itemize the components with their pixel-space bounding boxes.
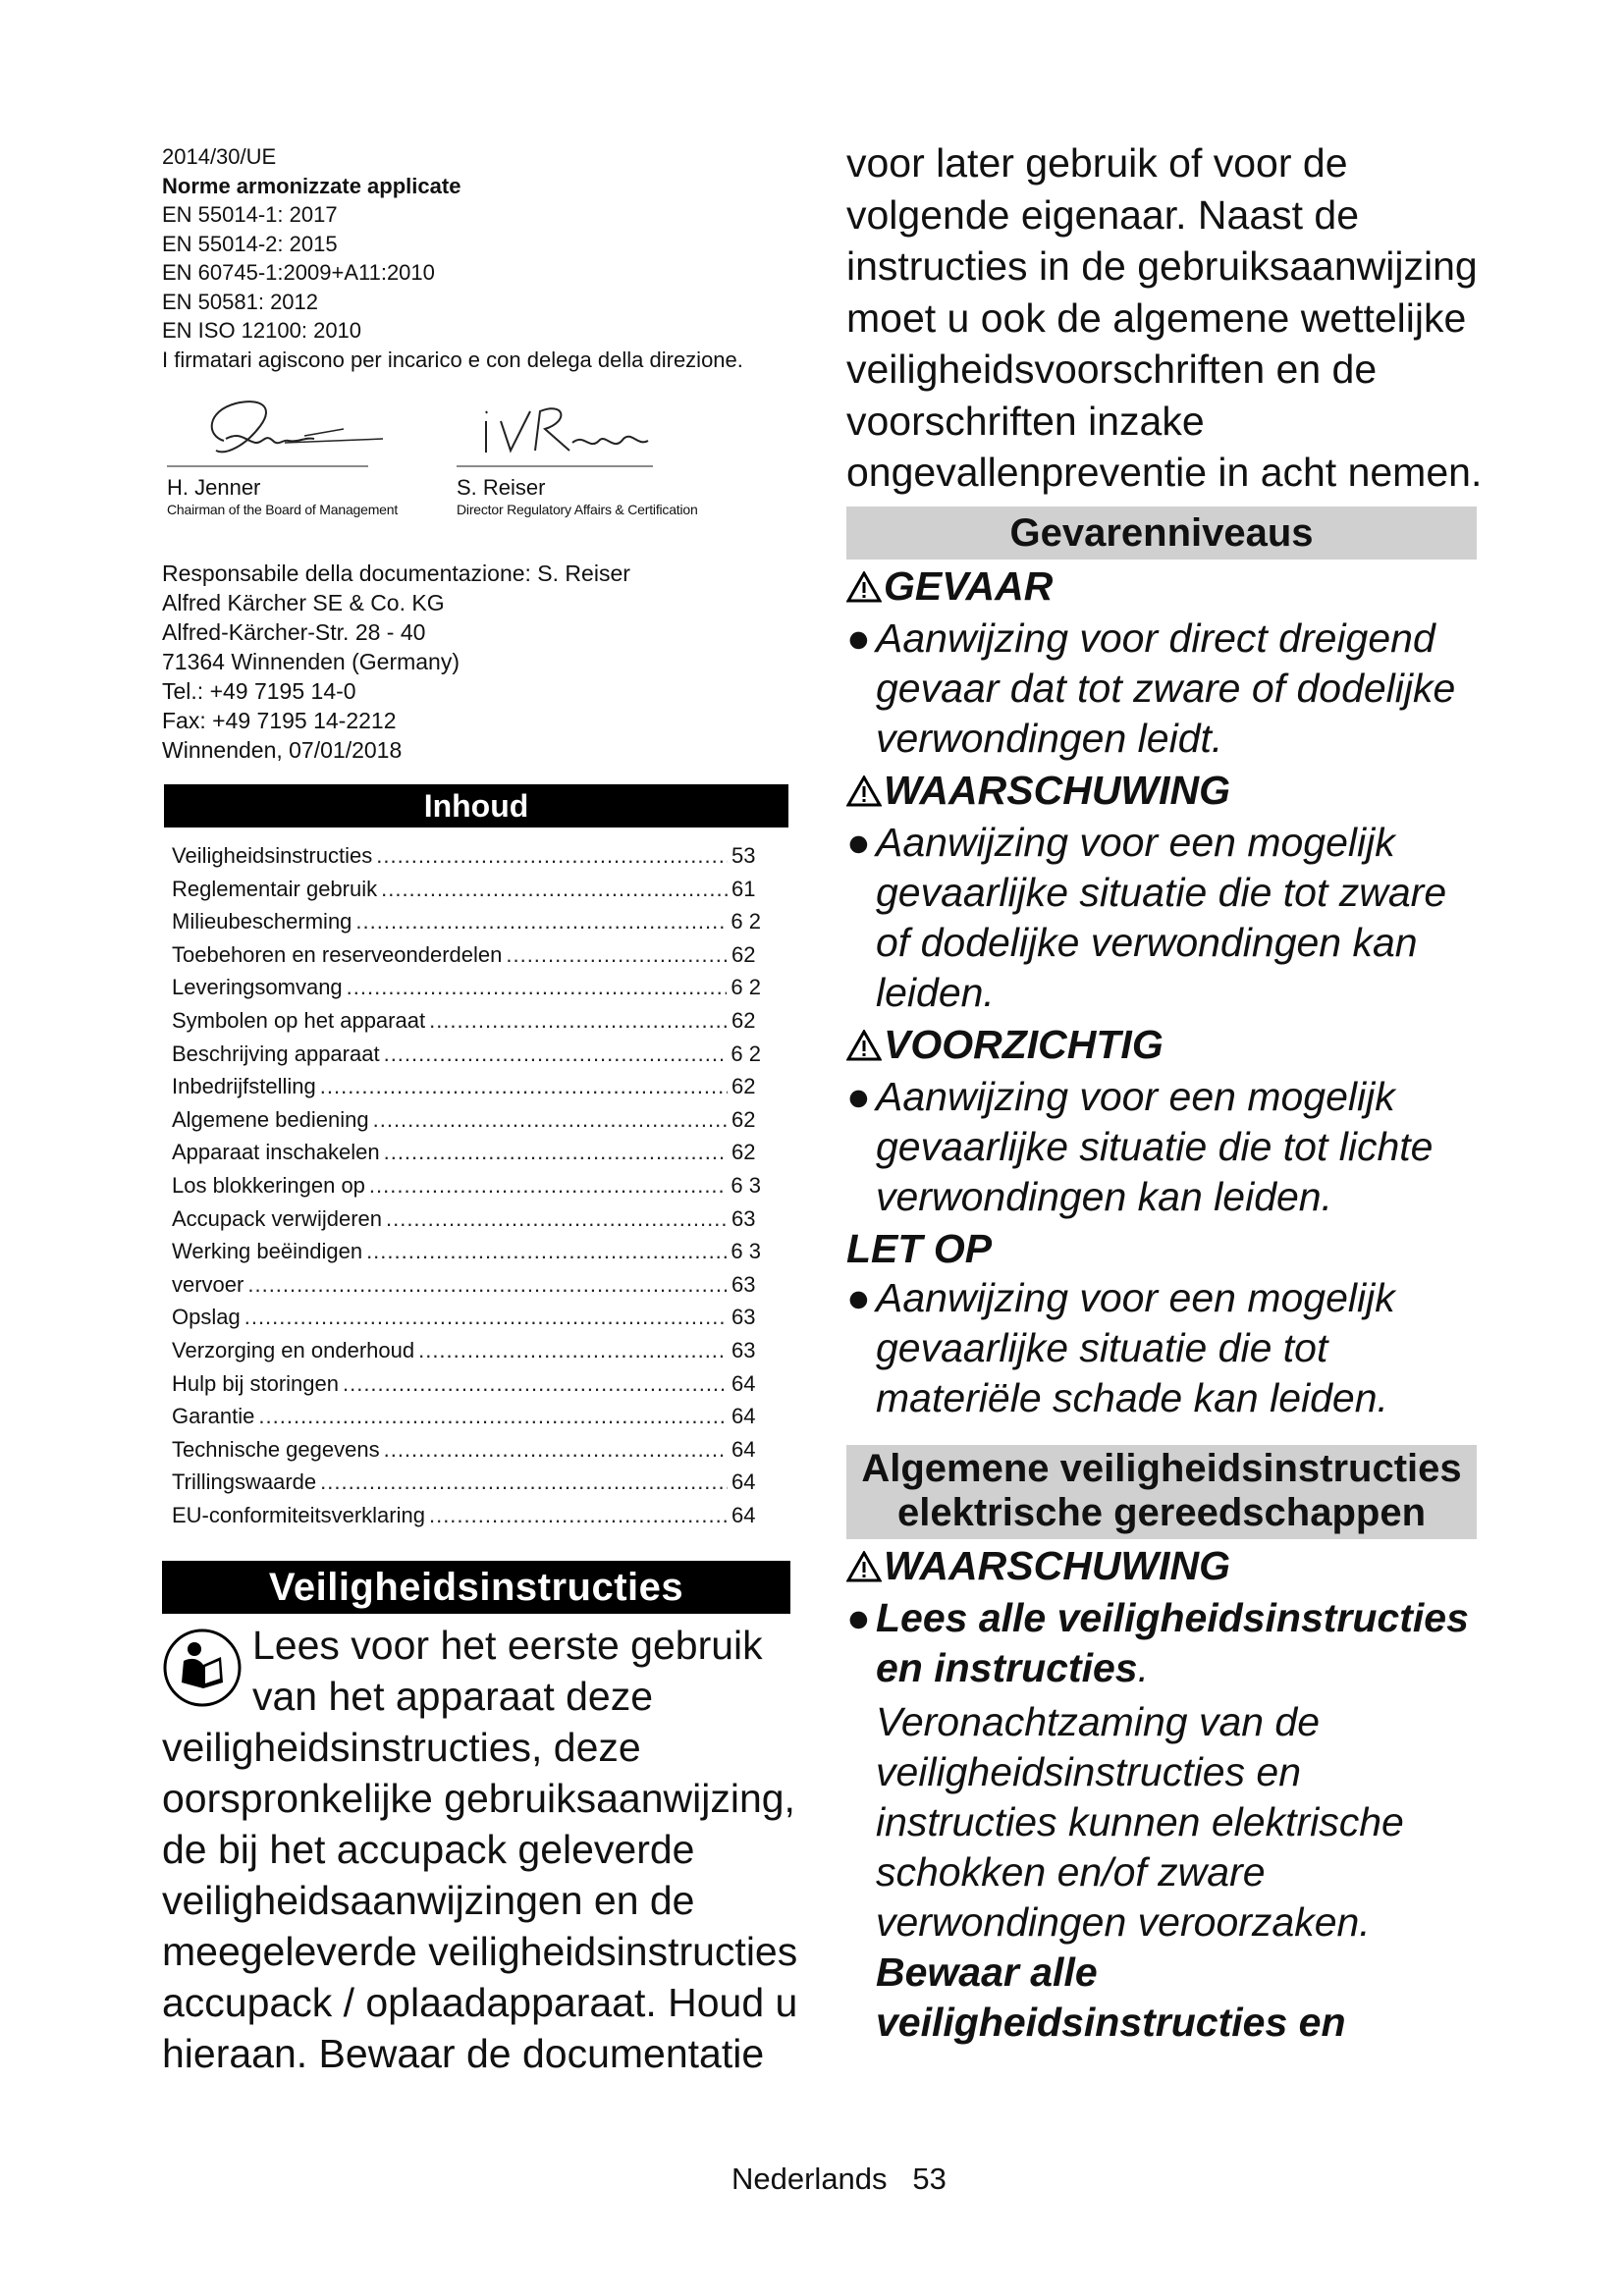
standards-heading: Norme armonizzate applicate — [162, 173, 461, 198]
toc-entry-title: Leveringsomvang — [172, 975, 343, 1000]
directive: 2014/30/UE — [162, 144, 277, 169]
signature-block — [162, 382, 790, 529]
signatories-note: I firmatari agiscono per incarico e con delega della direzione. — [162, 347, 743, 372]
toc-entry-title: Symbolen op het apparaat — [172, 1007, 426, 1033]
warning-triangle-icon — [846, 564, 882, 614]
toc-entry-page: 64 — [731, 1502, 756, 1527]
toc-entry-title: Garantie — [172, 1404, 255, 1429]
left-column — [162, 142, 798, 2079]
toc-entry-page: 64 — [731, 1370, 756, 1396]
contact-block — [162, 559, 790, 765]
toc-leader-dots — [373, 1103, 728, 1137]
toc-entry-title: Algemene bediening — [172, 1106, 369, 1132]
toc-entry — [172, 1038, 761, 1071]
hazard-level-label: VOORZICHTIG — [846, 1020, 1485, 1072]
toc-entry-page: 53 — [731, 843, 756, 868]
toc-entry-title: Inbedrijfstelling — [172, 1074, 316, 1099]
toc-entry — [172, 1136, 761, 1169]
standard-item: EN 55014-2: 2015 — [162, 231, 338, 256]
hazard-level-label: WAARSCHUWING — [846, 766, 1485, 818]
hazard-level-label: GEVAAR — [846, 561, 1485, 614]
hazard-levels-heading: Gevarenniveaus — [846, 507, 1477, 560]
toc-entry-title: Apparaat inschakelen — [172, 1140, 380, 1165]
standard-item: EN 50581: 2012 — [162, 289, 319, 314]
bullet-icon: ● — [846, 1594, 871, 1640]
toc-leader-dots — [386, 1202, 728, 1236]
general-warning-label: WAARSCHUWING — [846, 1541, 1485, 1593]
signatory-role: Chairman of the Board of Management — [167, 502, 399, 517]
general-instruction-bold-tail: Bewaar alle veiligheidsinstructies en — [876, 1949, 1346, 2045]
toc-leader-dots — [429, 1004, 728, 1038]
hazard-levels — [846, 561, 1485, 1423]
toc-entry — [172, 1202, 761, 1236]
toc-entry-page: 6 3 — [731, 1239, 761, 1264]
toc-entry-title: Beschrijving apparaat — [172, 1041, 380, 1066]
toc-leader-dots — [376, 839, 728, 873]
toc-entry-page: 64 — [731, 1404, 756, 1429]
safety-heading: Veiligheidsinstructies — [162, 1561, 790, 1614]
signatory-name: H. Jenner — [167, 475, 261, 500]
toc-leader-dots — [355, 905, 727, 938]
intro-text: voor later gebruik of voor de volgende eigenaar. Naast de instructies in de gebruiksaanwijzing moet u ook de algemene wettelijke veiligheidsvoorschriften en de voorschriften inzake ongevallenpreventie in acht nemen. — [846, 140, 1483, 495]
hazard-level-label: LET OP — [846, 1225, 993, 1271]
toc-entry-page: 62 — [731, 1007, 756, 1033]
toc-entry-page: 62 — [731, 1074, 756, 1099]
toc-entry — [172, 1004, 761, 1038]
toc-entry-page: 63 — [731, 1305, 756, 1330]
toc-leader-dots — [384, 1136, 728, 1169]
toc-entry-title: Veiligheidsinstructies — [172, 843, 373, 868]
safety-intro-text: Lees voor het eerste gebruik van het apparaat deze veiligheidsinstructies, deze oorspronkelijke gebruiksaanwijzing, de bij het accupack geleverde veiligheidsaanwijzingen en de meegeleverde veiligheidsinstructies accupack / oplaadapparaat. Houd u hieraan. Bewaar de documentatie — [162, 1623, 798, 2077]
hazard-level-description: ● Aanwijzing voor direct dreigend gevaar dat tot zware of dodelijke verwondingen leidt. — [846, 614, 1456, 761]
toc-leader-dots — [369, 1169, 727, 1202]
toc-leader-dots — [244, 1301, 728, 1334]
signature-reiser — [457, 382, 698, 518]
contact-line: Tel.: +49 7195 14-0 — [162, 678, 356, 704]
general-instruction-text: Veronachtzaming van de veiligheidsinstructies en instructies kunnen elektrische schokken en/of zware verwondingen veroorzaken. — [876, 1698, 1404, 1945]
toc-entry-page: 61 — [731, 876, 756, 901]
signature-jenner — [167, 382, 398, 518]
toc-entry — [172, 971, 761, 1004]
toc-entry-title: Reglementair gebruik — [172, 876, 378, 901]
toc-entry — [172, 839, 761, 873]
contact-line: Fax: +49 7195 14-2212 — [162, 708, 397, 733]
hazard-level-description: ● Aanwijzing voor een mogelijk gevaarlijke situatie die tot zware of dodelijke verwondingen kan leiden. — [846, 819, 1447, 1015]
toc-entry-page: 63 — [731, 1337, 756, 1362]
toc-entry-page: 62 — [731, 941, 756, 967]
bullet-icon: ● — [846, 1274, 871, 1320]
standard-item: EN 55014-1: 2017 — [162, 202, 338, 227]
toc-entry — [172, 1301, 761, 1334]
toc-entry — [172, 938, 761, 972]
contact-line: Alfred-Kärcher-Str. 28 - 40 — [162, 619, 426, 645]
toc-entry-title: Technische gegevens — [172, 1436, 380, 1462]
toc-leader-dots — [418, 1334, 728, 1367]
contact-line: Winnenden, 07/01/2018 — [162, 737, 403, 763]
general-instruction-period: . — [1137, 1644, 1149, 1690]
toc-entry-title: Los blokkeringen op — [172, 1172, 365, 1198]
toc-entry-title: Werking beëindigen — [172, 1239, 363, 1264]
toc-entry-page: 64 — [731, 1469, 756, 1495]
toc-entry-title: vervoer — [172, 1271, 244, 1297]
toc-entry — [172, 1433, 761, 1467]
contact-line: Responsabile della documentazione: S. Reiser — [162, 561, 630, 586]
general-instruction — [846, 1593, 1485, 2048]
hazard-level-description: ● Aanwijzing voor een mogelijk gevaarlijke situatie die tot materiële schade kan leiden. — [846, 1274, 1395, 1420]
standard-item: EN ISO 12100: 2010 — [162, 318, 362, 343]
right-column — [846, 137, 1485, 2048]
toc-leader-dots — [320, 1070, 728, 1103]
footer-language: Nederlands — [731, 2162, 888, 2196]
warning-triangle-icon — [846, 769, 882, 818]
toc-entry-page: 63 — [731, 1271, 756, 1297]
page-number: 53 — [912, 2162, 947, 2196]
table-of-contents — [172, 839, 761, 1531]
hazard-level-description: ● Aanwijzing voor een mogelijk gevaarlijke situatie die tot lichte verwondingen kan leiden. — [846, 1073, 1434, 1219]
toc-entry-page: 6 2 — [731, 975, 761, 1000]
toc-entry-page: 6 2 — [731, 909, 761, 934]
toc-entry-title: EU-conformiteitsverklaring — [172, 1502, 425, 1527]
toc-leader-dots — [506, 938, 728, 972]
toc-entry-title: Milieubescherming — [172, 909, 352, 934]
signatory-role: Director Regulatory Affairs & Certification — [457, 502, 698, 517]
warning-triangle-icon — [846, 1023, 882, 1072]
toc-entry-page: 6 3 — [731, 1172, 761, 1198]
toc-entry — [172, 1499, 761, 1532]
toc-entry — [172, 905, 761, 938]
toc-entry — [172, 1334, 761, 1367]
toc-entry-title: Accupack verwijderen — [172, 1205, 382, 1231]
handwritten-signature-icon — [167, 382, 393, 475]
toc-entry — [172, 1466, 761, 1499]
toc-leader-dots — [320, 1466, 728, 1499]
toc-entry-title: Opslag — [172, 1305, 241, 1330]
toc-leader-dots — [384, 1433, 728, 1467]
toc-leader-dots — [343, 1367, 728, 1401]
toc-entry — [172, 1103, 761, 1137]
contact-line: Alfred Kärcher SE & Co. KG — [162, 590, 445, 615]
standard-item: EN 60745-1:2009+A11:2010 — [162, 260, 435, 285]
contact-line: 71364 Winnenden (Germany) — [162, 649, 460, 674]
signatory-name: S. Reiser — [457, 475, 546, 500]
toc-entry-page: 6 2 — [731, 1041, 761, 1066]
toc-entry — [172, 1400, 761, 1433]
toc-entry-title: Toebehoren en reserveonderdelen — [172, 941, 503, 967]
toc-entry-title: Trillingswaarde — [172, 1469, 317, 1495]
safety-intro — [162, 1620, 800, 2079]
bullet-icon: ● — [846, 1073, 871, 1119]
toc-entry-title: Verzorging en onderhoud — [172, 1337, 415, 1362]
handwritten-signature-icon — [457, 382, 692, 475]
toc-entry-page: 62 — [731, 1106, 756, 1132]
toc-entry-page: 62 — [731, 1140, 756, 1165]
toc-leader-dots — [384, 1038, 728, 1071]
toc-leader-dots — [429, 1499, 728, 1532]
bullet-icon: ● — [846, 614, 871, 661]
read-manual-icon — [162, 1628, 243, 1708]
toc-entry — [172, 1070, 761, 1103]
warning-triangle-icon — [846, 1544, 882, 1593]
page-footer — [731, 2160, 947, 2199]
toc-entry — [172, 1169, 761, 1202]
toc-entry-page: 63 — [731, 1205, 756, 1231]
general-safety-heading: Algemene veiligheidsinstructies elektrische gereedschappen — [846, 1445, 1477, 1539]
toc-entry — [172, 1235, 761, 1268]
toc-entry-page: 64 — [731, 1436, 756, 1462]
toc-entry — [172, 1367, 761, 1401]
bullet-icon: ● — [846, 819, 871, 865]
toc-leader-dots — [347, 971, 728, 1004]
toc-entry-title: Hulp bij storingen — [172, 1370, 339, 1396]
toc-leader-dots — [381, 873, 728, 906]
general-instruction-bold: Lees alle veiligheidsinstructies en instructies — [876, 1594, 1469, 1690]
toc-leader-dots — [247, 1268, 728, 1302]
toc-leader-dots — [258, 1400, 728, 1433]
general-instruction-body — [876, 1697, 1485, 2048]
toc-leader-dots — [366, 1235, 727, 1268]
toc-entry — [172, 873, 761, 906]
toc-heading: Inhoud — [164, 784, 788, 828]
toc-entry — [172, 1268, 761, 1302]
